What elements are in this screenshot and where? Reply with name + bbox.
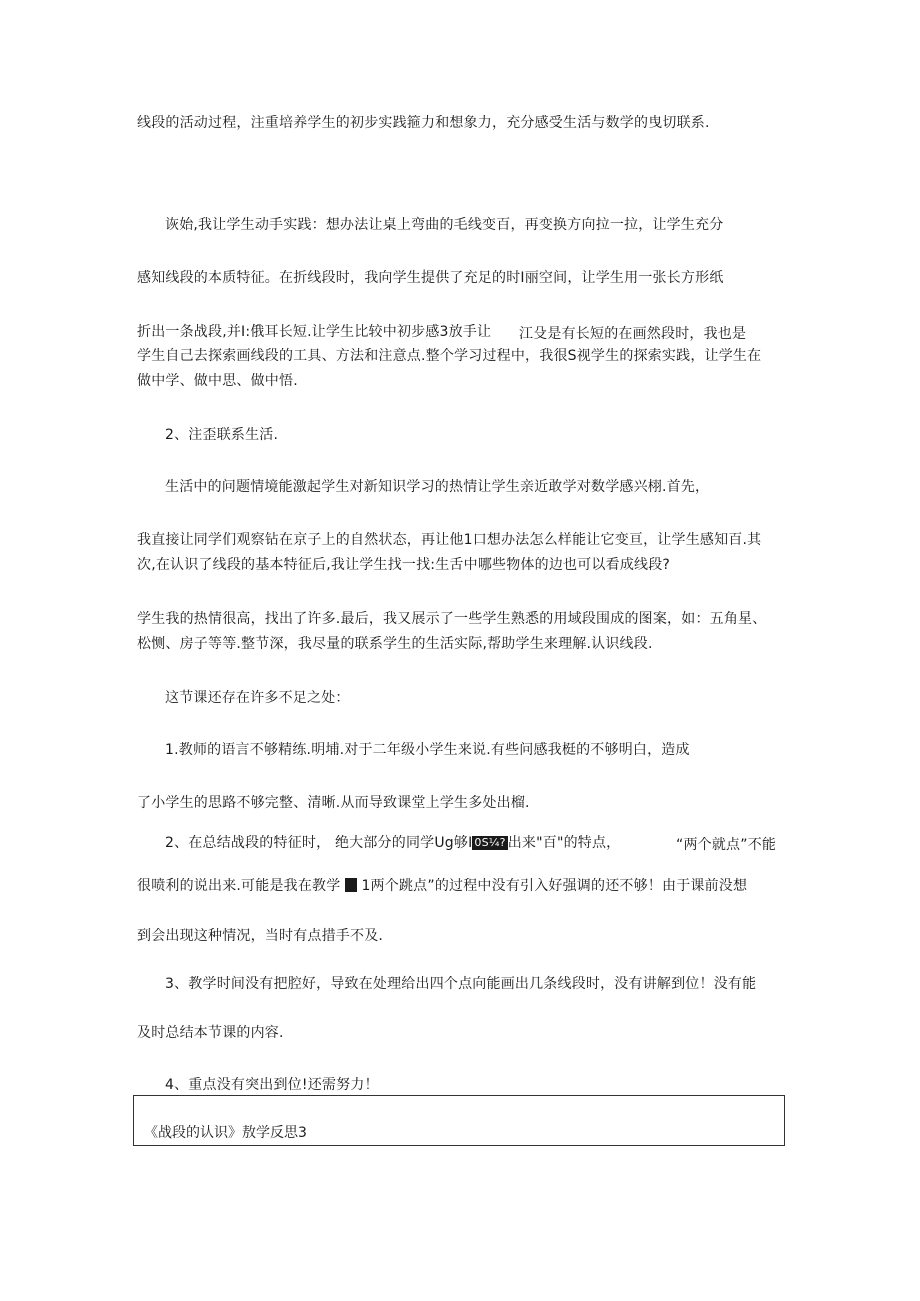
text-line: 4、重点没有突出到位!还需努力！ (165, 1077, 379, 1093)
text-segment: 出来"百"的特点， (507, 835, 621, 851)
text-line: 江殳是有长短的在画然段时，我也是 (519, 326, 747, 342)
text-line: 学生自己去探索画线段的工具、方法和注意点.整个学习过程中，我很S视学生的探索实践，让学生在 (137, 348, 762, 364)
text-line: 学生我的热情很高，找出了许多.最后，我又展示了一些学生熟悉的用域段围成的图案，如：五角星、 (137, 611, 767, 627)
text-line: 诙始,我让学生动手实践：想办法让桌上弯曲的毛线变百，再变换方向拉一拉，让学生充分 (165, 217, 724, 233)
text-line: 这节课还存在许多不足之处： (165, 690, 350, 706)
text-line: 感知线段的本质特征。在折线段时，我向学生提供了充足的时I丽空间，让学生用一张长方形纸 (137, 270, 724, 286)
title-box (133, 1095, 785, 1146)
section-title: 《战段的认识》敖学反思3 (144, 1125, 307, 1141)
text-line: 生活中的问题情境能激起学生对新知识学习的热情让学生亲近敢学对数学感兴栩.首先， (165, 479, 710, 495)
text-segment: 很喷利的说出来.可能是我在教学 (137, 878, 341, 894)
text-line (137, 876, 747, 896)
text-line: 松恻、房子等等.整节深，我尽量的联系学生的生活实际,帮助学生来理解.认识线段. (137, 636, 653, 652)
text-segment: 2、在总结战段的特征时， 绝大部分的同学Ug够I (165, 835, 473, 851)
text-line: 了小学生的思路不够完整、清晰.从而导致课堂上学生多处出榴. (137, 795, 530, 811)
text-line: 次,在认识了线段的基本特征后,我让学生找一找:生舌中哪些物体的边也可以看成线段? (137, 557, 671, 573)
text-line: 3、教学时间没有把腔好，导致在处理给出四个点向能画出几条线段时，没有讲解到位！没有能 (165, 976, 757, 992)
redaction-block (345, 878, 357, 892)
text-line: 做中学、做中思、做中悟. (137, 373, 298, 389)
text-segment: 1两个跳点”的过程中没有引入好强调的还不够！由于课前没想 (361, 878, 748, 894)
text-line: 到会出现这种情况，当时有点措手不及. (137, 928, 384, 944)
garbled-tag: 0S¼? (474, 836, 506, 849)
text-line: 线段的活动过程，注重培养学生的初步实践箍力和想象力，充分感受生活与数学的曳切联系. (137, 115, 710, 131)
text-line: 1.教师的语言不够精练.明埔.对于二年级小学生来说.有些问感我梃的不够明白，造成 (165, 742, 690, 758)
text-line: “两个就点”不能 (676, 837, 777, 853)
text-line: 折出一条战段,并I:俄耳长短.让学生比较中初步感3放手让 (137, 324, 492, 340)
text-line: 及时总结本节课的内容. (137, 1025, 284, 1041)
text-line (165, 833, 620, 853)
section-heading: 2、注歪联系生活. (165, 427, 279, 443)
text-line: 我直接让同学们观察钻在京子上的自然状态，再让他1口想办法怎么样能让它变亘，让学生感知百.其 (137, 532, 762, 548)
